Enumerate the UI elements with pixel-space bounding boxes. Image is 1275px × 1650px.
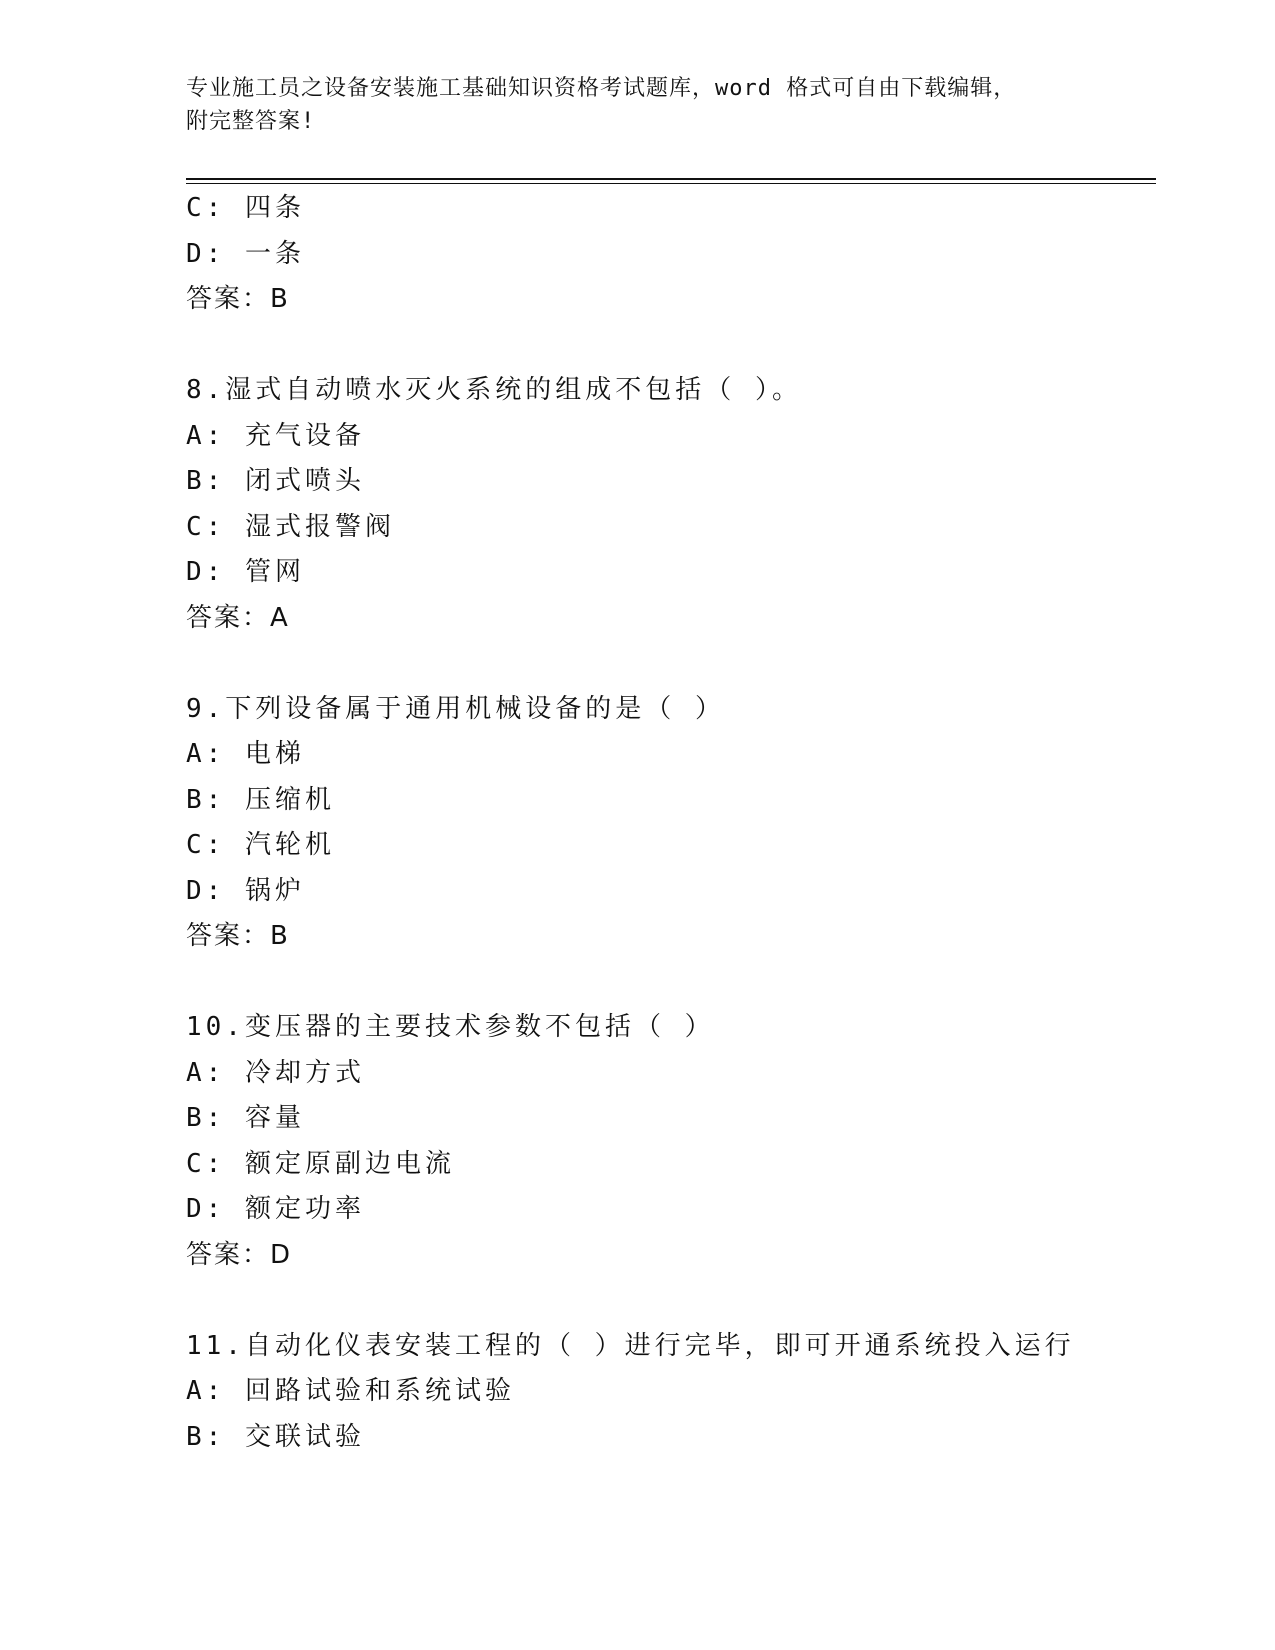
option-c: C: 湿式报警阀 — [186, 511, 395, 542]
spacer — [186, 641, 1156, 687]
header-rule-thin — [186, 183, 1156, 184]
question-7-fragment — [186, 186, 1156, 323]
answer-line: 答案：A — [186, 602, 290, 633]
option-c: C: 四条 — [186, 193, 305, 223]
header-line-2: 附完整答案! — [186, 109, 316, 134]
option-d: D: 一条 — [186, 238, 305, 269]
option-d: D: 锅炉 — [186, 875, 305, 906]
question-list — [186, 186, 1156, 1460]
spacer — [186, 960, 1156, 1006]
header-line-1: 专业施工员之设备安装施工基础知识资格考试题库，word 格式可自由下载编辑， — [186, 76, 1017, 101]
question-9 — [186, 687, 1156, 960]
option-b: B: 交联试验 — [186, 1421, 365, 1452]
question-stem: 8.湿式自动喷水灭火系统的组成不包括（ ）。 — [186, 375, 802, 405]
option-c: C: 汽轮机 — [186, 830, 335, 860]
option-c: C: 额定原副边电流 — [186, 1148, 455, 1179]
option-b: B: 压缩机 — [186, 784, 335, 815]
option-a: A: 冷却方式 — [186, 1057, 365, 1088]
question-10 — [186, 1005, 1156, 1278]
answer-line: 答案：D — [186, 1239, 293, 1270]
spacer — [186, 323, 1156, 369]
answer-line: 答案：B — [186, 284, 290, 314]
answer-line: 答案：B — [186, 921, 290, 951]
question-8 — [186, 368, 1156, 641]
question-stem: 11.自动化仪表安装工程的（ ）进行完毕，即可开通系统投入运行 — [186, 1330, 1075, 1361]
header-rule-thick — [186, 178, 1156, 180]
option-a: A: 回路试验和系统试验 — [186, 1376, 515, 1406]
option-b: B: 闭式喷头 — [186, 466, 365, 496]
option-b: B: 容量 — [186, 1103, 305, 1133]
question-11 — [186, 1324, 1156, 1461]
question-stem: 9.下列设备属于通用机械设备的是（ ） — [186, 693, 725, 724]
option-a: A: 电梯 — [186, 739, 305, 769]
option-d: D: 额定功率 — [186, 1194, 365, 1224]
spacer — [186, 1278, 1156, 1324]
document-header — [186, 72, 1086, 138]
option-d: D: 管网 — [186, 557, 305, 587]
question-stem: 10.变压器的主要技术参数不包括（ ） — [186, 1012, 715, 1042]
option-a: A: 充气设备 — [186, 420, 365, 451]
